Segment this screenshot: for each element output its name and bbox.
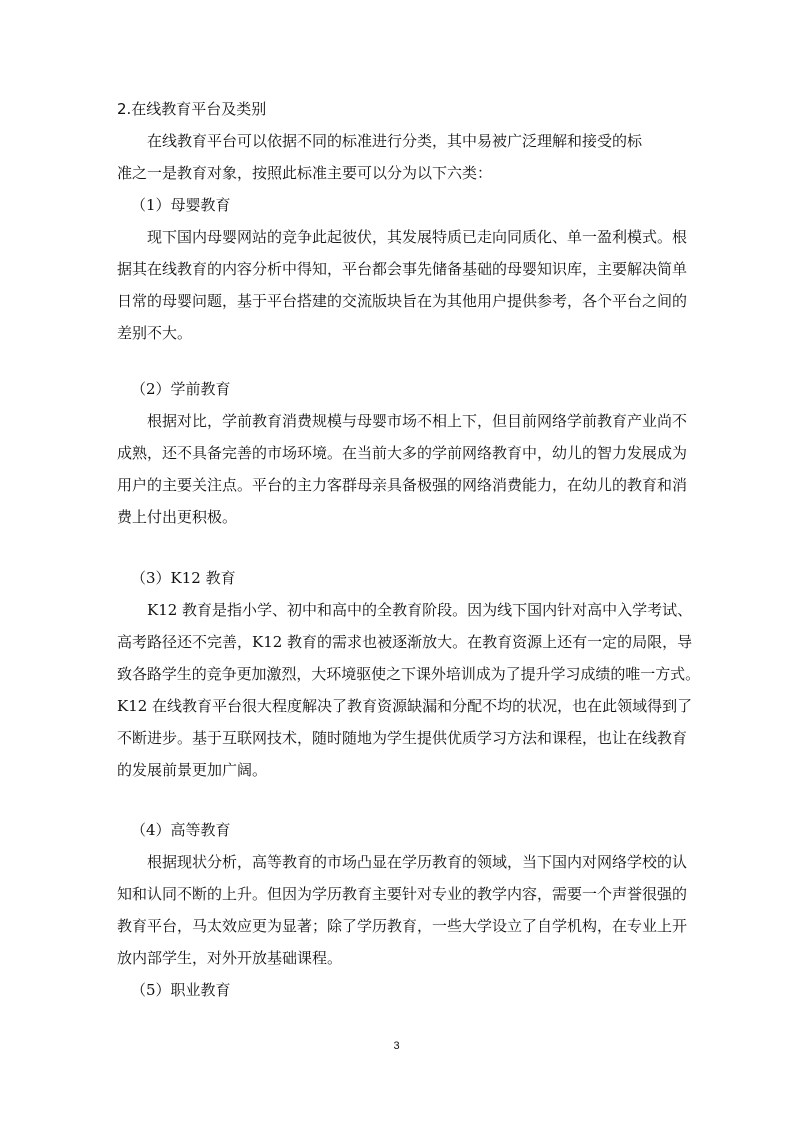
paragraph-line: 日常的母婴问题，基于平台搭建的交流版块旨在为其他用户提供参考，各个平台之间的 [117,292,688,310]
intro-line: 准之一是教育对象，按照此标准主要可以分为以下六类： [117,164,493,182]
paragraph-line: 据其在线教育的内容分析中得知，平台都会事先储备基础的母婴知识库，主要解决简单 [117,260,688,278]
paragraph-line: 致各路学生的竞争更加激烈，大环境驱使之下课外培训成为了提升学习成绩的唯一方式。 [117,665,701,683]
paragraph-line: 根据现状分析，高等教育的市场凸显在学历教育的领域，当下国内对网络学校的认 [147,853,688,871]
paragraph-line: 放内部学生，对外开放基础课程。 [117,949,343,967]
category-title: （2）学前教育 [131,380,231,398]
category-title: （5）职业教育 [131,981,231,999]
section-title: 2.在线教育平台及类别 [117,100,267,118]
category-title: （4）高等教育 [131,821,231,839]
category-title: （1）母婴教育 [131,196,231,214]
paragraph-line: 成熟，还不具备完善的市场环境。在当前大多的学前网络教育中，幼儿的智力发展成为 [117,444,688,462]
paragraph-line: 根据对比，学前教育消费规模与母婴市场不相上下，但目前网络学前教育产业尚不 [147,412,688,430]
paragraph-line: 差别不大。 [117,324,193,342]
page-number: 3 [393,1040,400,1052]
paragraph-line: 高考路径还不完善，K12 教育的需求也被逐渐放大。在教育资源上还有一定的局限，导 [117,633,693,651]
paragraph-line: K12 教育是指小学、初中和高中的全教育阶段。因为线下国内针对高中入学考试、 [147,601,693,619]
paragraph-line: 现下国内母婴网站的竞争此起彼伏，其发展特质已走向同质化、单一盈利模式。根 [147,228,688,246]
intro-line: 在线教育平台可以依据不同的标准进行分类，其中易被广泛理解和接受的标 [147,132,643,150]
paragraph-line: 教育平台，马太效应更为显著；除了学历教育，一些大学设立了自学机构，在专业上开 [117,917,688,935]
category-title: （3）K12 教育 [131,569,236,587]
paragraph-line: K12 在线教育平台很大程度解决了教育资源缺漏和分配不均的状况，也在此领域得到了 [117,697,693,715]
paragraph-line: 用户的主要关注点。平台的主力客群母亲具备极强的网络消费能力，在幼儿的教育和消 [117,476,688,494]
paragraph-line: 费上付出更积极。 [117,508,238,526]
paragraph-line: 的发展前景更加广阔。 [117,761,268,779]
paragraph-line: 不断进步。基于互联网技术，随时随地为学生提供优质学习方法和课程，也让在线教育 [117,729,688,747]
paragraph-line: 知和认同不断的上升。但因为学历教育主要针对专业的教学内容，需要一个声誉很强的 [117,885,688,903]
